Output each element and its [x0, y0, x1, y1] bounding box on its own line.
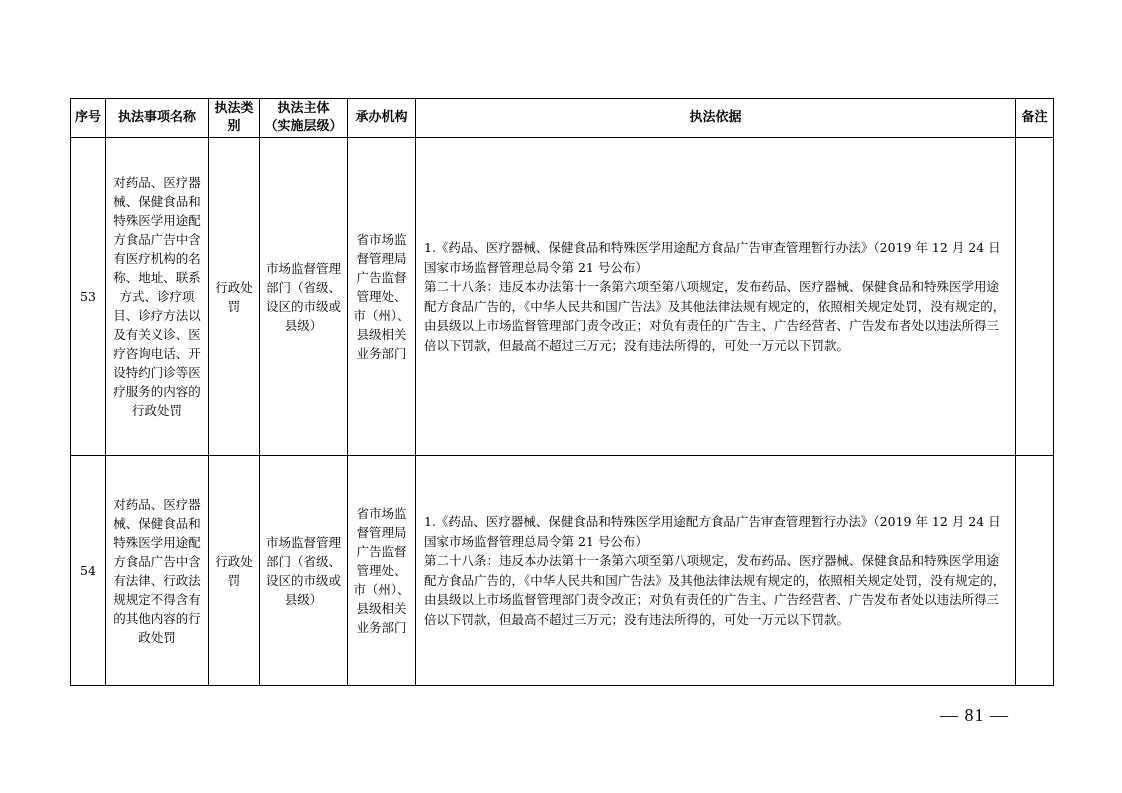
basis-regulation: 1.《药品、医疗器械、保健食品和特殊医学用途配方食品广告审查管理暂行办法》（2019 年 12 月 24 日国家市场监督管理总局令第 21 号公布）	[424, 514, 1001, 549]
cell-agency: 省市场监督管理局广告监督管理处、市（州）、县级相关业务部门	[348, 456, 416, 686]
header-basis: 执法依据	[416, 99, 1016, 138]
table-row	[71, 138, 1054, 456]
header-seq: 序号	[71, 99, 106, 138]
cell-basis	[416, 138, 1016, 456]
cell-basis	[416, 456, 1016, 686]
cell-category: 行政处罚	[209, 138, 260, 456]
page-number: — 81 —	[940, 705, 1009, 725]
basis-article: 第二十八条：违反本办法第十一条第六项至第八项规定，发布药品、医疗器械、保健食品和特殊医学用途配方食品广告的，《中华人民共和国广告法》及其他法律法规有规定的，依照相关规定处罚，没有规定的，由县级以上市场监督管理部门责令改正；对负有责任的广告主、广告经营者、广告发布者处以违法所得三倍以下罚款，但最高不超过三万元；没有违法所得的，可处一万元以下罚款。	[424, 279, 1006, 353]
header-name: 执法事项名称	[106, 99, 209, 138]
law-enforcement-table	[70, 98, 1054, 686]
cell-name: 对药品、医疗器械、保健食品和特殊医学用途配方食品广告中含有法律、行政法规规定不得含有的其他内容的行政处罚	[106, 456, 209, 686]
cell-remarks	[1016, 138, 1054, 456]
table-header-row	[71, 99, 1054, 138]
header-subject-line1: 执法主体	[277, 101, 330, 116]
cell-subject: 市场监督管理部门（省级、设区的市级或县级）	[260, 138, 348, 456]
basis-article: 第二十八条：违反本办法第十一条第六项至第八项规定，发布药品、医疗器械、保健食品和特殊医学用途配方食品广告的，《中华人民共和国广告法》及其他法律法规有规定的，依照相关规定处罚，没有规定的，由县级以上市场监督管理部门责令改正；对负有责任的广告主、广告经营者、广告发布者处以违法所得三倍以下罚款，但最高不超过三万元；没有违法所得的，可处一万元以下罚款。	[424, 553, 1006, 627]
cell-remarks	[1016, 456, 1054, 686]
header-category: 执法类别	[209, 99, 260, 138]
cell-subject: 市场监督管理部门（省级、设区的市级或县级）	[260, 456, 348, 686]
header-subject-line2: （实施层级）	[264, 119, 343, 134]
header-agency: 承办机构	[348, 99, 416, 138]
table-row	[71, 456, 1054, 686]
cell-seq: 54	[71, 456, 106, 686]
basis-regulation: 1.《药品、医疗器械、保健食品和特殊医学用途配方食品广告审查管理暂行办法》（2019 年 12 月 24 日国家市场监督管理总局令第 21 号公布）	[424, 240, 1001, 275]
header-remarks: 备注	[1016, 99, 1054, 138]
header-subject	[260, 99, 348, 138]
cell-name: 对药品、医疗器械、保健食品和特殊医学用途配方食品广告中含有医疗机构的名称、地址、联系方式、诊疗项目、诊疗方法以及有关义诊、医疗咨询电话、开设特约门诊等医疗服务的内容的行政处罚	[106, 138, 209, 456]
cell-seq: 53	[71, 138, 106, 456]
cell-agency: 省市场监督管理局广告监督管理处、市（州）、县级相关业务部门	[348, 138, 416, 456]
cell-category: 行政处罚	[209, 456, 260, 686]
